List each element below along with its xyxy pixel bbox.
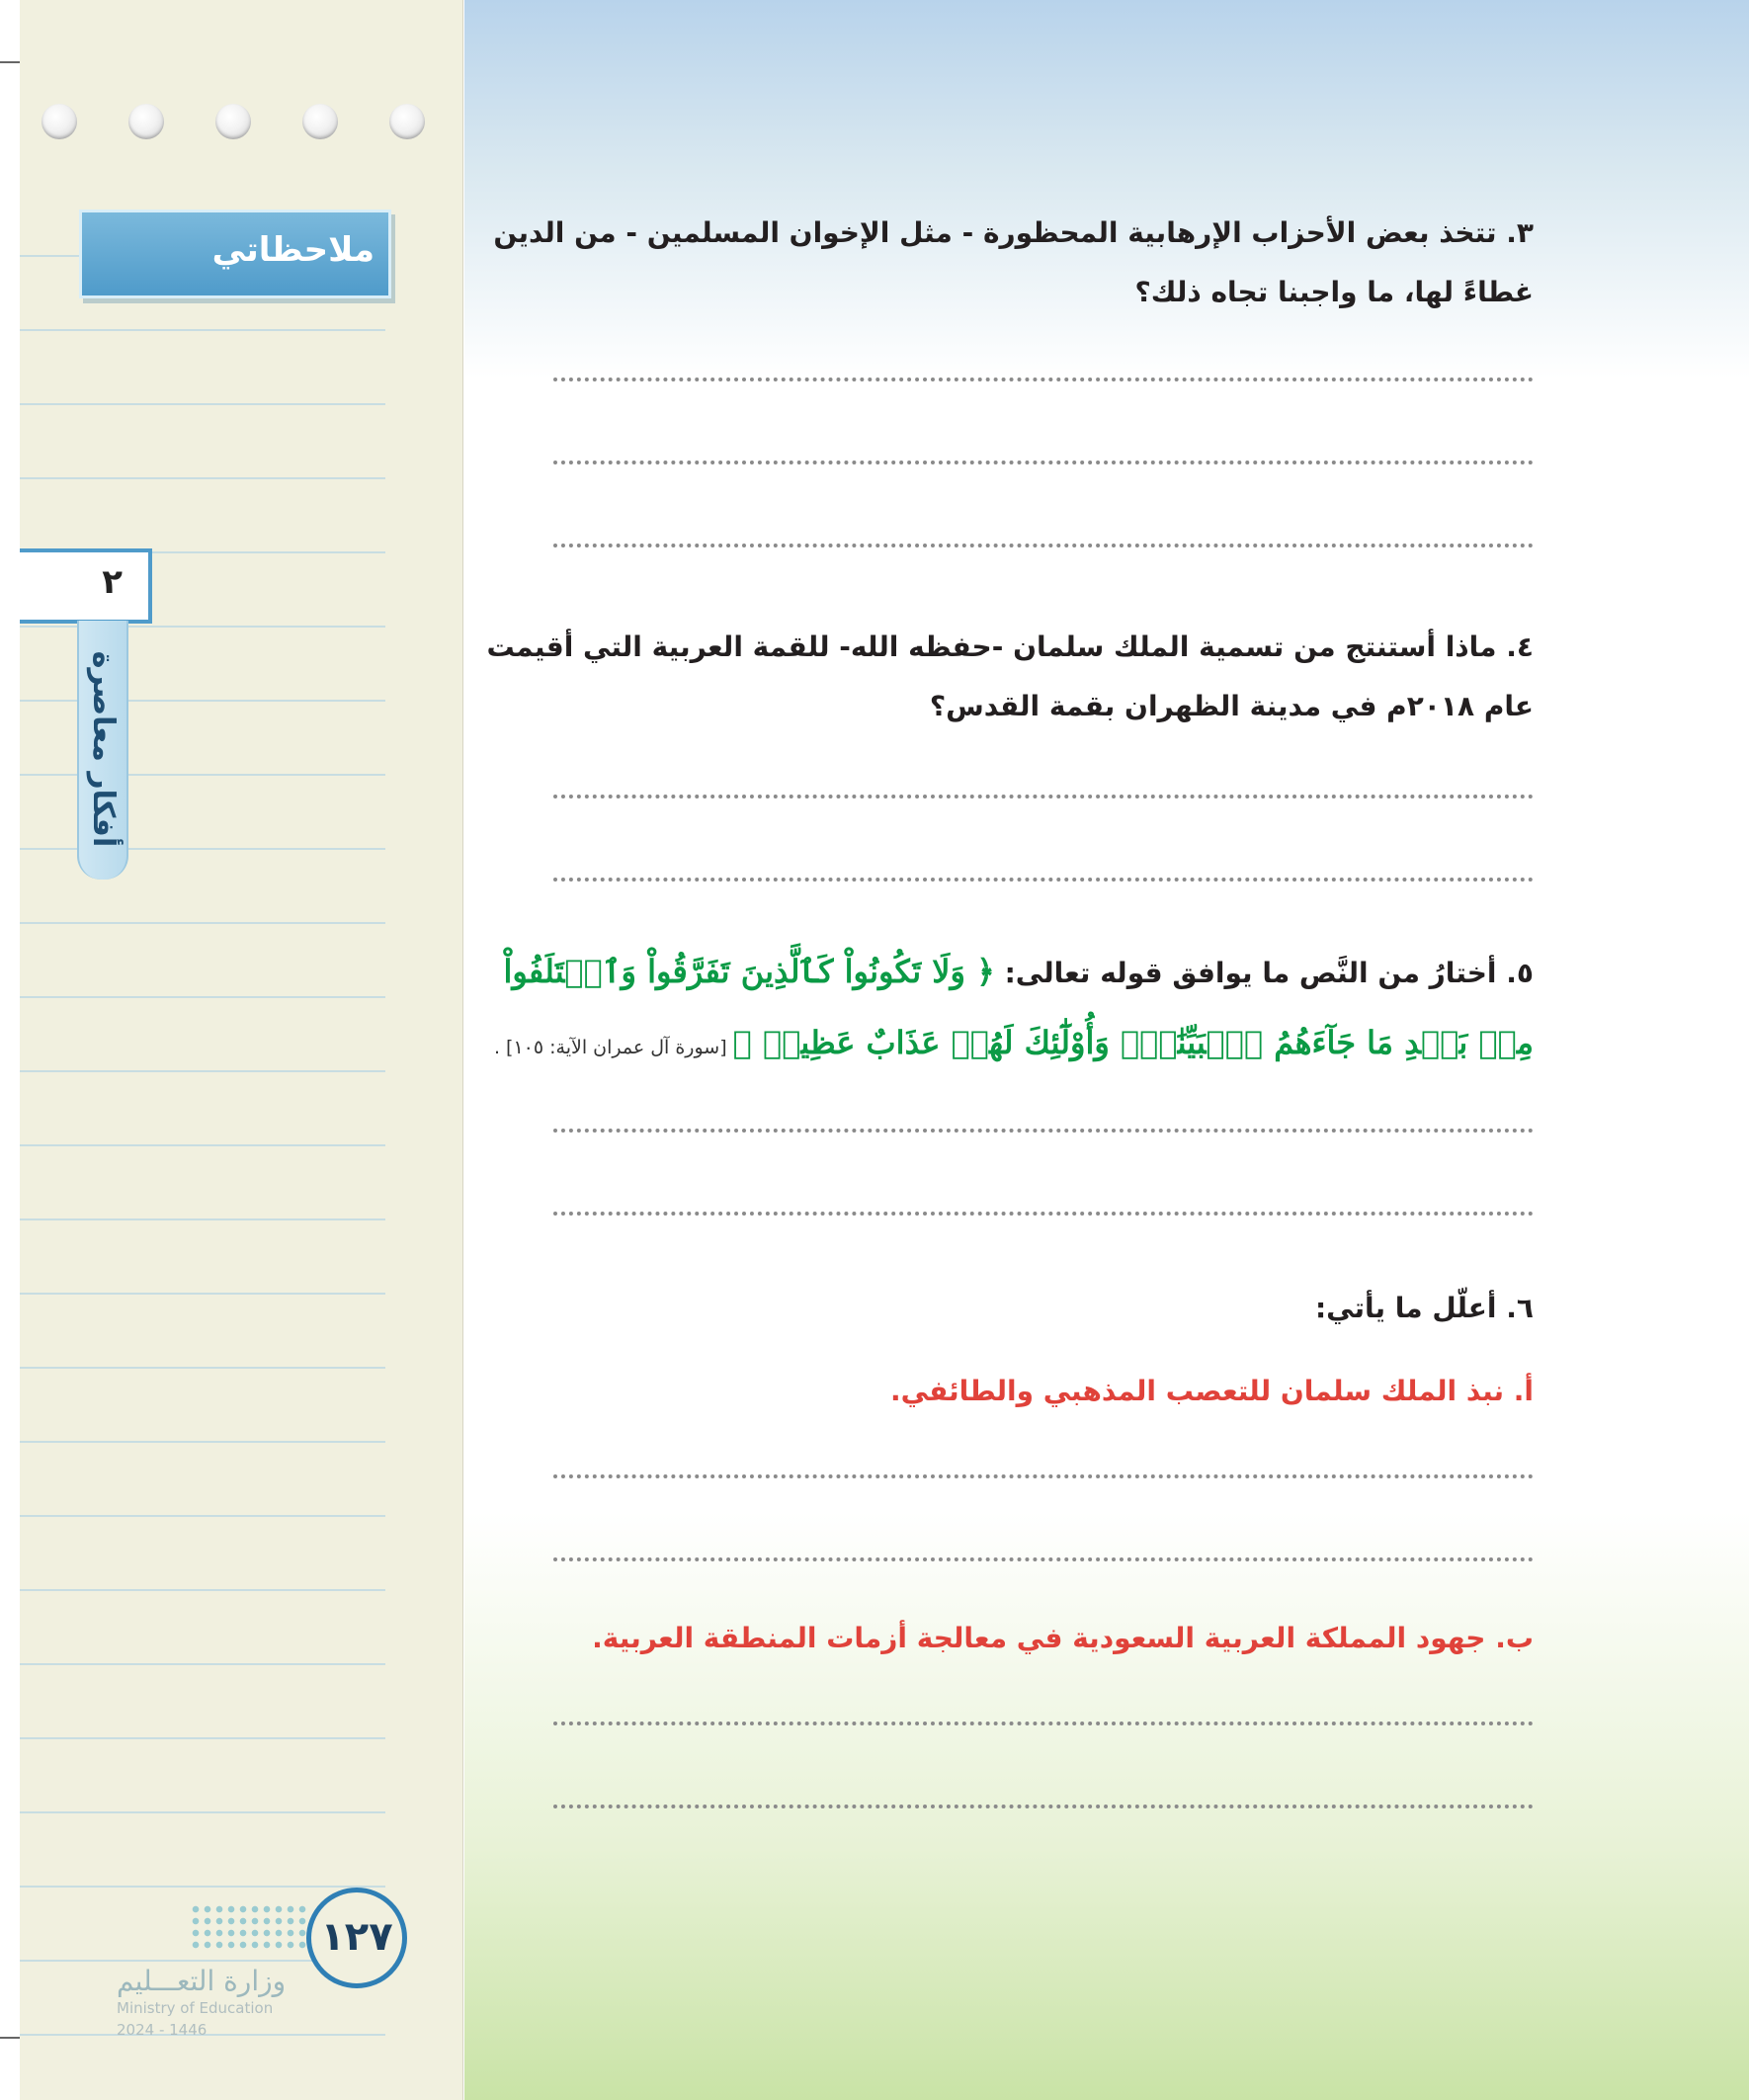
question-5: [486, 937, 1534, 1082]
notes-panel: [20, 0, 463, 2100]
notes-tab: [79, 210, 391, 298]
note-line: [20, 1293, 385, 1295]
question-6-a: أ. نبذ الملك سلمان للتعصب المذهبي والطائفي.: [890, 1375, 1534, 1407]
note-line: [20, 996, 385, 998]
unit-label-strip: [77, 621, 128, 880]
ministry-name-en: Ministry of Education: [117, 1999, 274, 2017]
note-line: [20, 1070, 385, 1072]
note-line: [20, 1663, 385, 1665]
answer-line[interactable]: [553, 1212, 1534, 1216]
answer-line[interactable]: [553, 1474, 1534, 1478]
note-line: [20, 700, 385, 702]
question-3: [486, 204, 1534, 322]
answer-line[interactable]: [553, 1129, 1534, 1133]
quran-verse-part-2: مِنۢ بَعۡدِ مَا جَآءَهُمُ ٱلۡبَيِّنَٰتُۚ وَأُوْلَٰٓئِكَ لَهُمۡ عَذَابٌ عَظِيمٞ ﴾: [732, 1024, 1534, 1061]
unit-number-box: [20, 548, 152, 624]
note-line: [20, 1886, 385, 1888]
note-line: [20, 1144, 385, 1146]
note-line: [20, 1737, 385, 1739]
binder-hole: [128, 104, 164, 139]
quran-verse-part-1: ﴿ وَلَا تَكُونُواْ كَٱلَّذِينَ تَفَرَّقُواْ وَٱخۡتَلَفُواْ: [503, 953, 995, 990]
verse-reference: [سورة آل عمران الآية: ١٠٥] .: [493, 1037, 733, 1058]
note-line: [20, 477, 385, 479]
answer-line[interactable]: [553, 461, 1534, 464]
note-line: [20, 1811, 385, 1813]
binder-hole: [389, 104, 425, 139]
ministry-logo-dots: [190, 1903, 306, 1949]
note-line: [20, 1515, 385, 1517]
binder-hole: [215, 104, 251, 139]
question-5-prefix: ٥. أختارُ من النَّص ما يوافق قوله تعالى:: [994, 957, 1534, 989]
ministry-year: 2024 - 1446: [117, 2021, 208, 2039]
note-line: [20, 1589, 385, 1591]
answer-line[interactable]: [553, 1557, 1534, 1561]
binder-hole: [302, 104, 338, 139]
note-line: [20, 1218, 385, 1220]
question-5-line-2: [486, 1008, 1534, 1082]
page-number-badge: [306, 1888, 407, 1988]
answer-line[interactable]: [553, 544, 1534, 547]
ministry-name-ar: وزارة التعـــليم: [117, 1965, 287, 1997]
notes-title: ملاحظاتي: [211, 230, 375, 270]
unit-number: ٢: [102, 562, 123, 602]
question-6-b: ب. جهود المملكة العربية السعودية في معالجة أزمات المنطقة العربية.: [592, 1622, 1534, 1654]
question-3-line-1: ٣. تتخذ بعض الأحزاب الإرهابية المحظورة - مثل الإخوان المسلمين - من الدين: [493, 216, 1534, 249]
question-4: [486, 618, 1534, 736]
question-5-line-1: [486, 937, 1534, 1008]
note-line: [20, 329, 385, 331]
answer-line[interactable]: [553, 878, 1534, 882]
note-line: [20, 848, 385, 850]
question-4-line-2: عام ٢٠١٨م في مدينة الظهران بقمة القدس؟: [929, 690, 1534, 722]
note-line: [20, 403, 385, 405]
question-3-line-2: غطاءً لها، ما واجبنا تجاه ذلك؟: [1134, 276, 1534, 308]
page-number: ١٢٧: [320, 1914, 393, 1960]
note-line: [20, 774, 385, 776]
note-line: [20, 922, 385, 924]
answer-line[interactable]: [553, 795, 1534, 798]
question-6-title: ٦. أعلّل ما يأتي:: [1314, 1292, 1534, 1324]
answer-line[interactable]: [553, 1722, 1534, 1725]
note-line: [20, 1441, 385, 1443]
answer-line[interactable]: [553, 378, 1534, 381]
note-line: [20, 626, 385, 628]
question-4-line-1: ٤. ماذا أستنتج من تسمية الملك سلمان -حفظه الله- للقمة العربية التي أقيمت: [486, 630, 1534, 663]
note-line: [20, 1367, 385, 1369]
binder-hole: [42, 104, 77, 139]
answer-line[interactable]: [553, 1805, 1534, 1808]
unit-label: أفكار معاصرة: [86, 650, 121, 848]
